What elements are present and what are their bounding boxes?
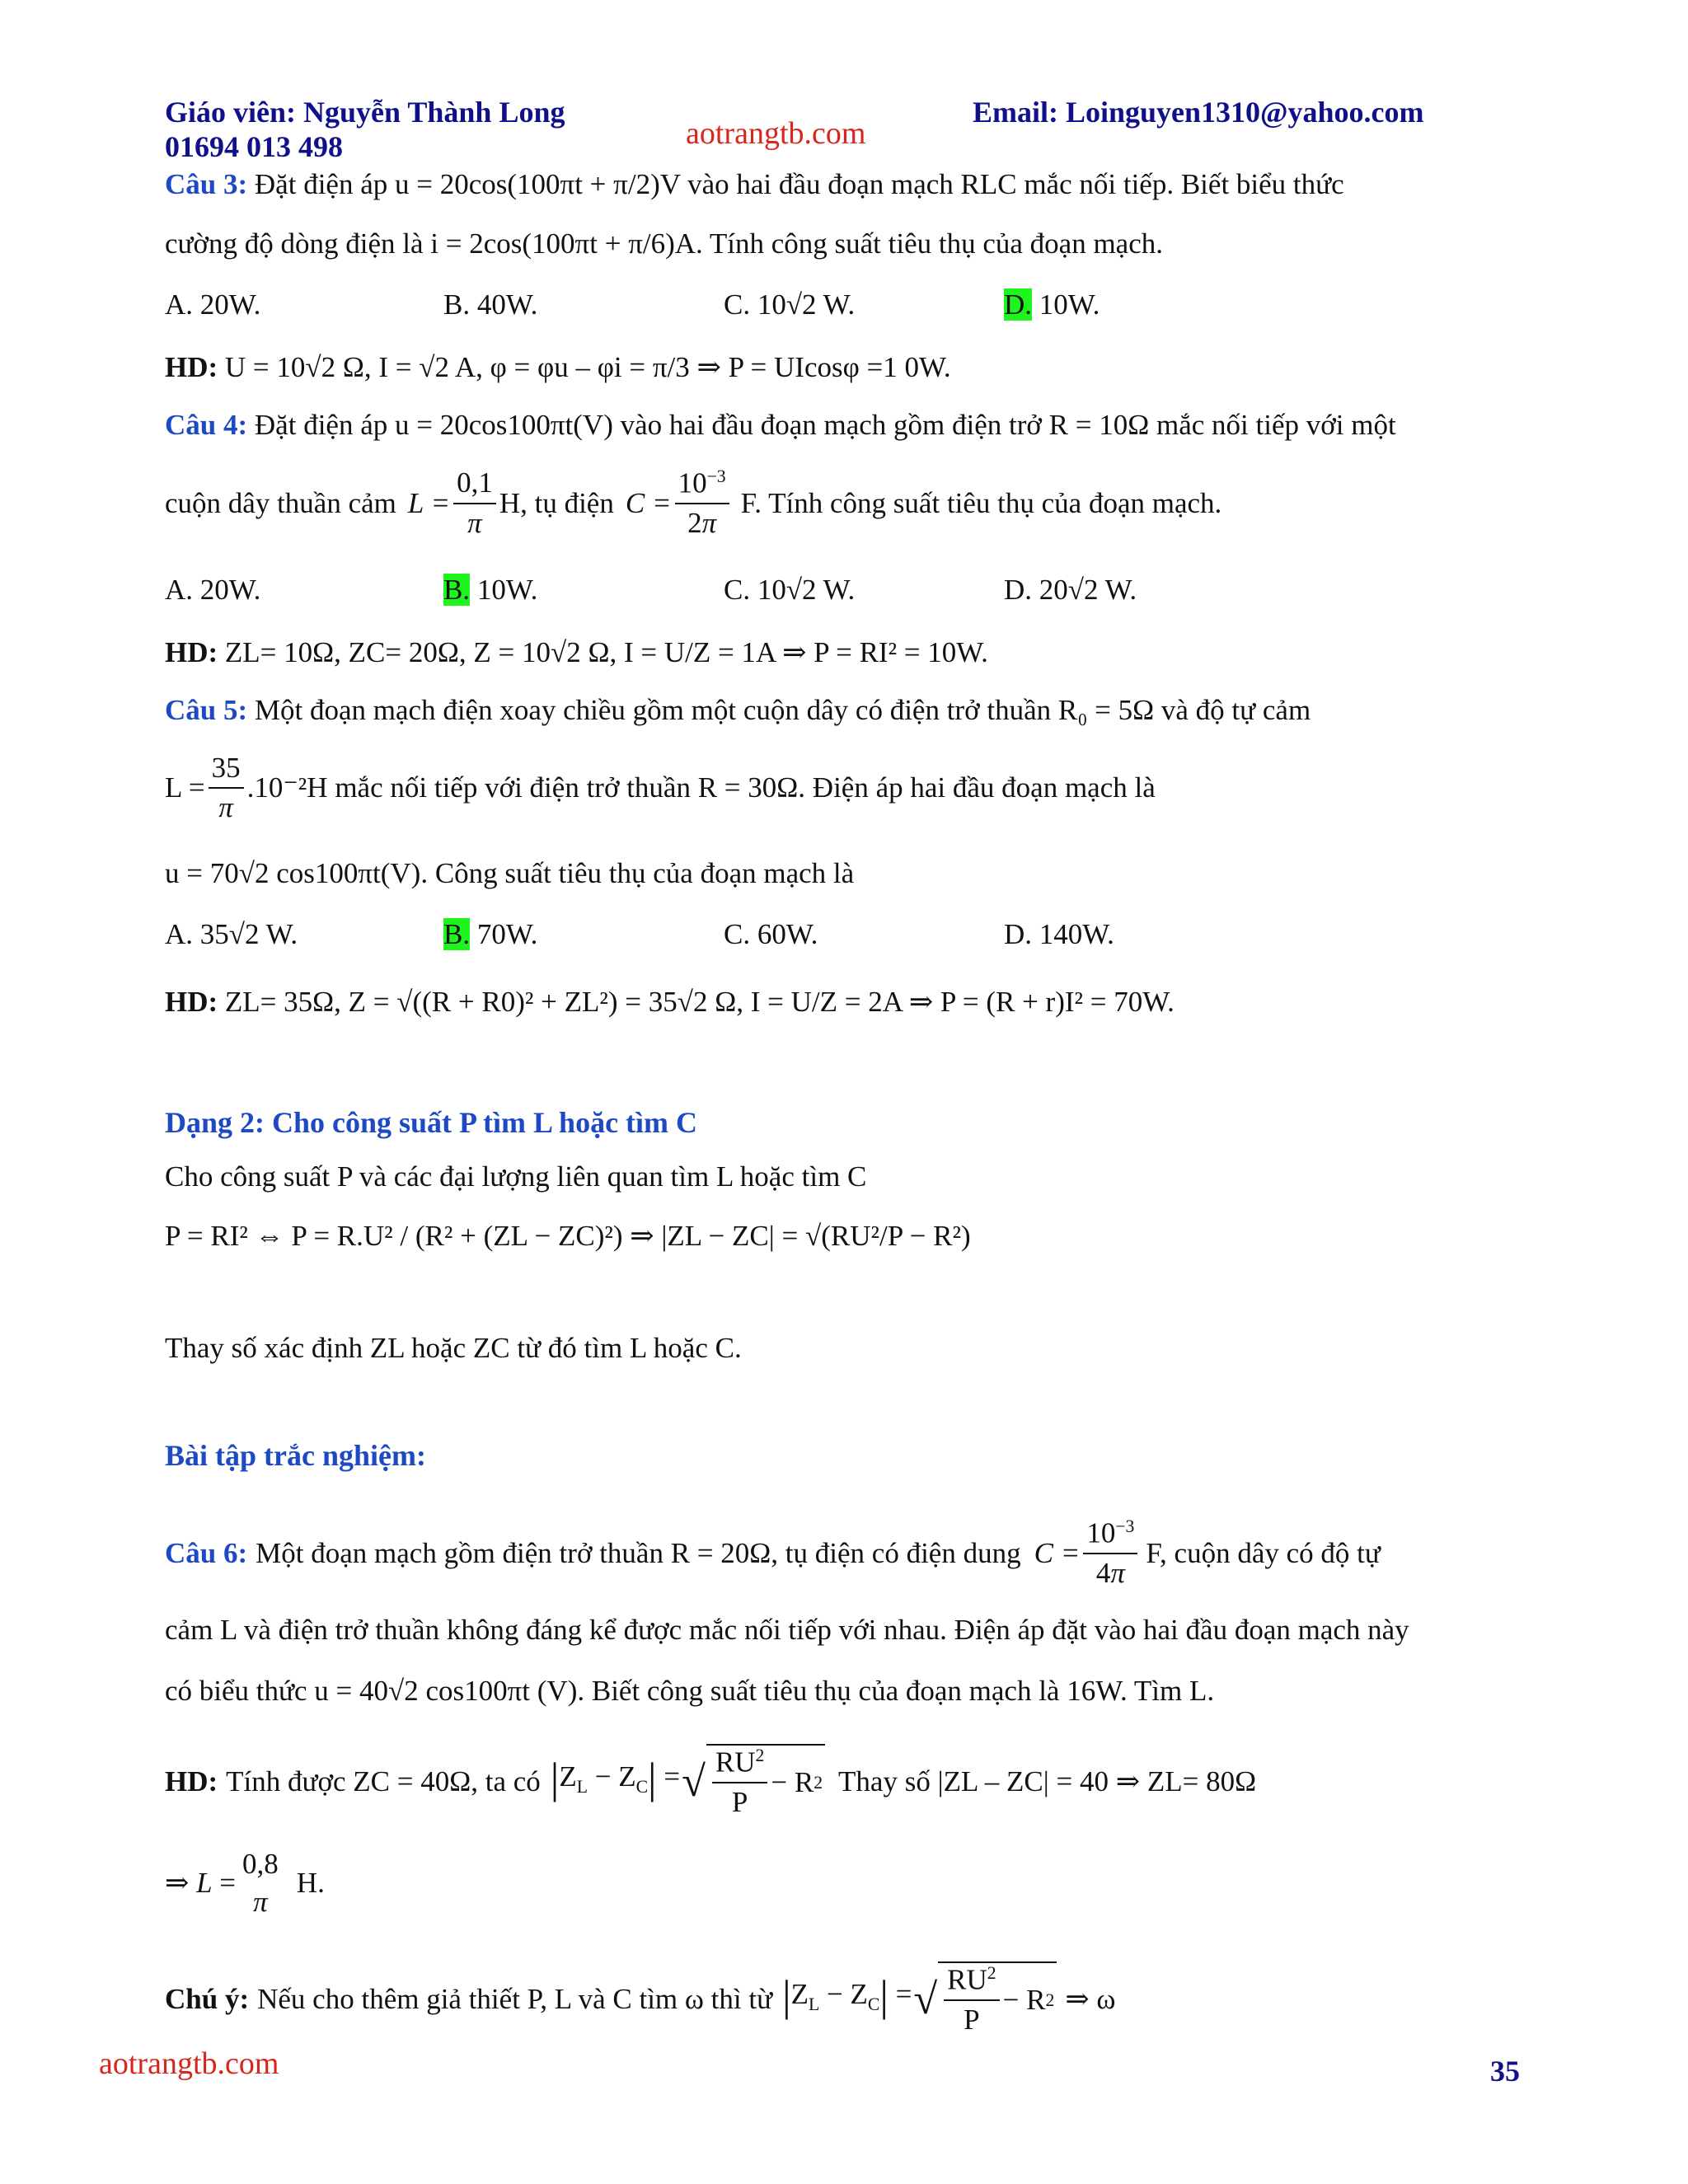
page-number: 35 bbox=[1490, 2055, 1520, 2088]
dang2-title: Dạng 2: Cho công suất P tìm L hoặc tìm C bbox=[165, 1106, 698, 1139]
q6-result-arrow: ⇒ L = bbox=[165, 1867, 237, 1900]
footer-watermark: aotrangtb.com bbox=[99, 2046, 279, 2081]
exercises-title: Bài tập trắc nghiệm: bbox=[165, 1439, 426, 1472]
dang2-after: Thay số xác định ZL hoặc ZC từ đó tìm L hoặc C. bbox=[165, 1332, 742, 1364]
q6-hd-text2: Thay số |ZL – ZC| = 40 ⇒ ZL= 80Ω bbox=[838, 1765, 1257, 1797]
q5-text2: .10⁻²H mắc nối tiếp với điện trở thuần R = 30Ω. Điện áp hai đầu đoạn mạch là bbox=[246, 771, 1156, 804]
q5-hd-text: ZL= 35Ω, Z = √((R + R0)² + ZL²) = 35√2 Ω, I = U/Z = 2A ⇒ P = (R + r)I² = 70W. bbox=[224, 986, 1175, 1018]
q4-hd bbox=[165, 636, 988, 669]
q4-line2 bbox=[165, 466, 1221, 540]
q6-hd-label: HD: bbox=[165, 1765, 218, 1797]
note-text: Nếu cho thêm giả thiết P, L và C tìm ω thì từ bbox=[257, 1982, 773, 2015]
q3-line2: cường độ dòng điện là i = 2cos(100πt + π/6)A. Tính công suất tiêu thụ của đoạn mạch. bbox=[165, 227, 1164, 260]
q5-l-fraction: $\frac{35}{\pi}$ bbox=[209, 752, 244, 825]
q6-hd-sqrt-sign: √ bbox=[682, 1757, 706, 1806]
teacher-email: Email: Loinguyen1310@yahoo.com bbox=[973, 96, 1424, 129]
q6-hd-abs: $|Z_L - Z_C|$ = bbox=[550, 1754, 681, 1802]
teacher-name: Giáo viên: Nguyễn Thành Long bbox=[165, 96, 565, 129]
q5-option-b-text: 70W. bbox=[470, 918, 538, 950]
q6-result bbox=[165, 1848, 325, 1919]
q4-line1 bbox=[165, 409, 1396, 442]
q4-label: Câu 4: bbox=[165, 409, 248, 441]
header-watermark: aotrangtb.com bbox=[686, 116, 866, 151]
q4-option-c: C. 10√2 W. bbox=[724, 574, 856, 606]
q4-c-symbol: C = bbox=[625, 486, 672, 519]
q6-hd-sqrt: $\frac{RU^2}{P}$ − R 2 bbox=[706, 1744, 825, 1819]
q4-text2a: cuộn dây thuần cảm bbox=[165, 486, 396, 519]
q3-hd bbox=[165, 351, 951, 384]
dang2-formula: P = RI² ⇔ P = R.U² / (R² + (ZL − ZC)²) ⇒ |ZL − ZC| = √(RU²/P − R²) bbox=[165, 1220, 971, 1252]
q3-option-b: B. 40W. bbox=[443, 288, 538, 321]
q4-option-b-text: 10W. bbox=[470, 574, 538, 606]
q5-option-a: A. 35√2 W. bbox=[165, 918, 298, 950]
q5-option-d: D. 140W. bbox=[1004, 918, 1114, 950]
note-abs: $|Z_L - Z_C|$ = bbox=[782, 1971, 912, 2020]
q5-text1: Một đoạn mạch điện xoay chiều gồm một cuộn dây có điện trở thuần R₀ = 5Ω và độ tự cảm bbox=[254, 694, 1311, 726]
q5-option-b bbox=[443, 918, 537, 951]
note-sqrt-sign: √ bbox=[913, 1975, 938, 2023]
q6-line1 bbox=[165, 1516, 1381, 1590]
q3-hd-label: HD: bbox=[165, 351, 218, 383]
q6-l-fraction: 0,8 π bbox=[242, 1848, 279, 1919]
q4-option-d: D. 20√2 W. bbox=[1004, 574, 1137, 606]
q6-text1a: Một đoạn mạch gồm điện trở thuần R = 20Ω, tụ điện có điện dung bbox=[256, 1536, 1021, 1569]
q6-label: Câu 6: bbox=[165, 1536, 248, 1569]
q4-l-symbol: L = bbox=[407, 486, 451, 519]
q5-answer-highlight: B. bbox=[443, 918, 471, 950]
note-label: Chú ý: bbox=[165, 1982, 250, 2015]
q3-option-a: A. 20W. bbox=[165, 288, 261, 321]
q3-line1 bbox=[165, 168, 1344, 201]
q4-hd-text: ZL= 10Ω, ZC= 20Ω, Z = 10√2 Ω, I = U/Z = 1A ⇒ P = RI² = 10W. bbox=[224, 636, 988, 668]
note bbox=[165, 1961, 1115, 2036]
q3-answer-highlight: D. bbox=[1004, 288, 1033, 321]
note-tail: ⇒ ω bbox=[1065, 1982, 1116, 2015]
q3-option-c: C. 10√2 W. bbox=[724, 288, 856, 321]
q5-label: Câu 5: bbox=[165, 694, 248, 726]
q4-text1: Đặt điện áp u = 20cos100πt(V) vào hai đầu đoạn mạch gồm điện trở R = 10Ω mắc nối tiếp với một bbox=[254, 409, 1396, 441]
note-sqrt: $\frac{RU^2}{P}$ − R 2 bbox=[938, 1961, 1057, 2036]
q4-l-fraction: $\frac{0,1}{\pi}$ bbox=[453, 466, 496, 540]
q4-option-a: A. 20W. bbox=[165, 574, 261, 606]
q3-hd-text: U = 10√2 Ω, I = √2 A, φ = φu – φi = π/3 ⇒ P = UIcosφ =1 0W. bbox=[224, 351, 951, 383]
q6-hd bbox=[165, 1744, 1256, 1819]
q6-c-symbol: C = bbox=[1034, 1536, 1081, 1569]
q4-text2b: H, tụ điện bbox=[499, 486, 614, 519]
q3-text1: Đặt điện áp u = 20cos(100πt + π/2)V vào hai đầu đoạn mạch RLC mắc nối tiếp. Biết biểu thức bbox=[254, 168, 1344, 200]
q5-l-symbol: L = bbox=[165, 771, 205, 804]
teacher-phone: 01694 013 498 bbox=[165, 130, 343, 163]
q4-option-b bbox=[443, 574, 537, 607]
q3-option-d bbox=[1004, 288, 1100, 321]
q5-line3: u = 70√2 cos100πt(V). Công suất tiêu thụ của đoạn mạch là bbox=[165, 857, 855, 889]
q5-option-c: C. 60W. bbox=[724, 918, 818, 950]
q6-line3: có biểu thức u = 40√2 cos100πt (V). Biết công suất tiêu thụ của đoạn mạch là 16W. Tìm L. bbox=[165, 1675, 1215, 1707]
q3-label: Câu 3: bbox=[165, 168, 248, 200]
q6-result-unit: H. bbox=[296, 1867, 325, 1900]
q6-hd-text1: Tính được ZC = 40Ω, ta có bbox=[226, 1765, 541, 1797]
q4-answer-highlight: B. bbox=[443, 574, 471, 606]
q4-c-fraction: $\frac{10^{-3}}{2\pi}$ bbox=[675, 466, 729, 540]
q5-hd-label: HD: bbox=[165, 986, 218, 1018]
q6-line2: cảm L và điện trở thuần không đáng kể được mắc nối tiếp với nhau. Điện áp đặt vào hai đầu đoạn mạch này bbox=[165, 1614, 1409, 1646]
q5-line2 bbox=[165, 752, 1156, 825]
q3-option-d-text: 10W. bbox=[1032, 288, 1100, 321]
q5-line1 bbox=[165, 694, 1311, 727]
q6-text1b: F, cuộn dây có độ tự bbox=[1146, 1536, 1381, 1569]
dang2-intro: Cho công suất P và các đại lượng liên quan tìm L hoặc tìm C bbox=[165, 1160, 867, 1193]
q4-hd-label: HD: bbox=[165, 636, 218, 668]
q4-text2c: F. Tính công suất tiêu thụ của đoạn mạch. bbox=[740, 486, 1222, 519]
q5-hd bbox=[165, 986, 1175, 1019]
q6-c-fraction: $\frac{10^{-3}}{4\pi}$ bbox=[1083, 1516, 1137, 1590]
